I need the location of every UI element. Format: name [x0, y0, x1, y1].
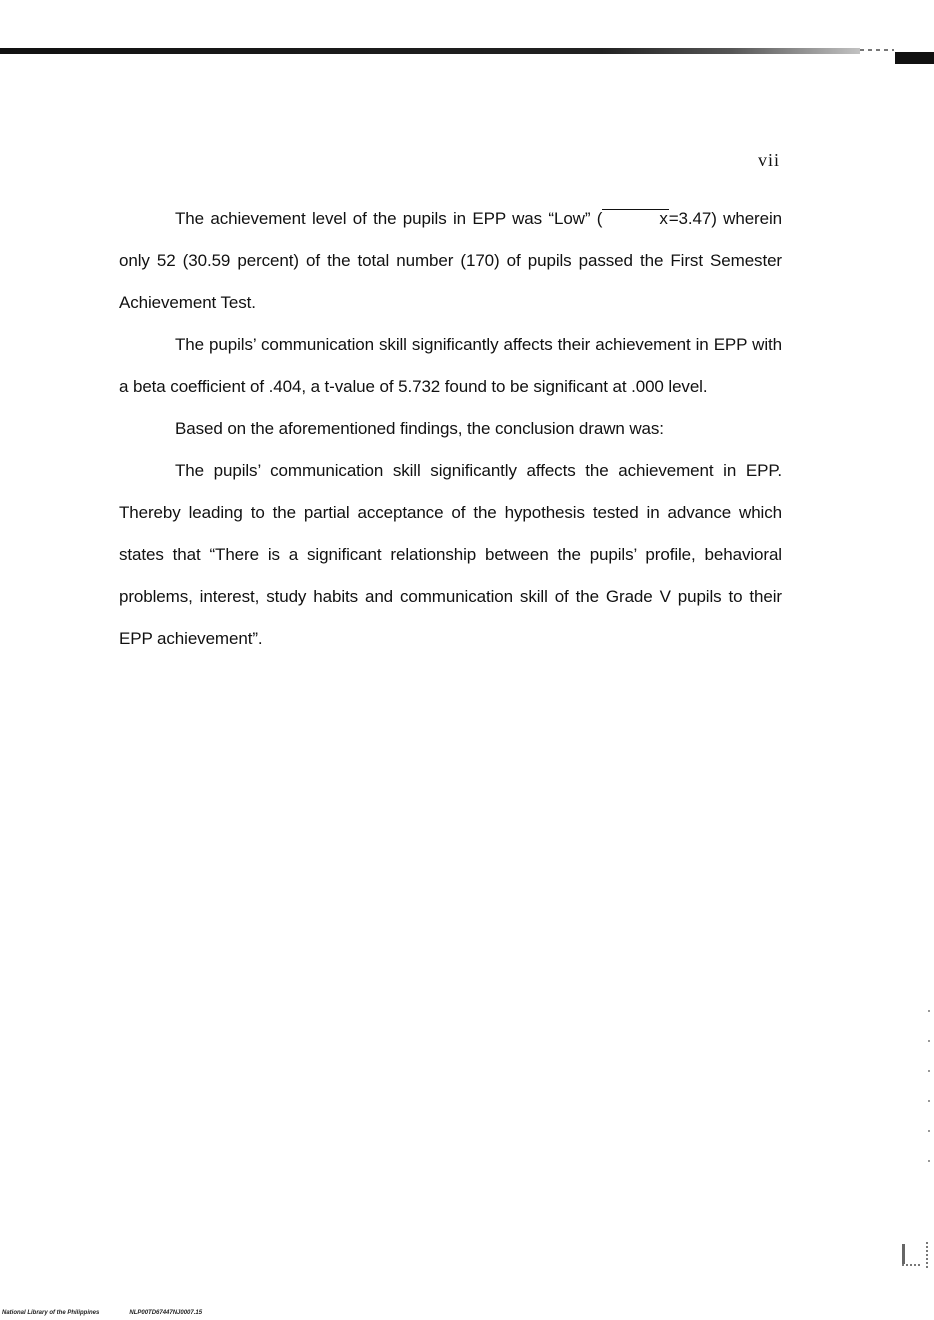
paragraph-1-after-mean: =3.47) wherein only 52 (30.59 percent) of the total number (170) of pupils passed the First Semester Achievement Test. — [119, 209, 782, 312]
scan-top-border — [0, 48, 860, 54]
scan-mark-stroke — [902, 1244, 905, 1264]
mean-symbol: x — [602, 209, 668, 227]
scan-corner-mark — [900, 1240, 930, 1270]
scan-corner-block — [895, 52, 934, 64]
footer-watermark — [2, 1310, 232, 1316]
footer-document-code: NLP00TD67447NJ0007.15 — [129, 1310, 203, 1316]
document-body — [119, 198, 782, 660]
footer-library-name: National Library of the Philippines — [2, 1310, 100, 1316]
paragraph-1-before-mean: The achievement level of the pupils in EPP was “Low” ( — [175, 209, 603, 228]
paragraph-findings: Based on the aforementioned findings, the conclusion drawn was: — [175, 419, 664, 438]
paragraph-communication-skill: The pupils’ communication skill significantly affects their achievement in EPP with a beta coefficient of .404, a t-value of 5.732 found to be significant at .000 level. — [119, 335, 782, 396]
paragraph-achievement-level — [119, 198, 782, 324]
paragraph-conclusion: The pupils’ communication skill significantly affects the achievement in EPP. Thereby leading to the partial acceptance of the hypothesis tested in advance which states that “There is a significant relationship between the pupils’ profile, behavioral problems, interest, study habits and communication skill of the Grade V pupils to their EPP achievement”. — [119, 461, 782, 648]
scan-mark-stroke — [902, 1264, 922, 1266]
scan-top-border-tail — [860, 49, 894, 51]
scan-margin-specks — [928, 1010, 930, 1180]
page-number: vii — [758, 150, 781, 170]
scan-mark-stroke — [926, 1242, 928, 1268]
